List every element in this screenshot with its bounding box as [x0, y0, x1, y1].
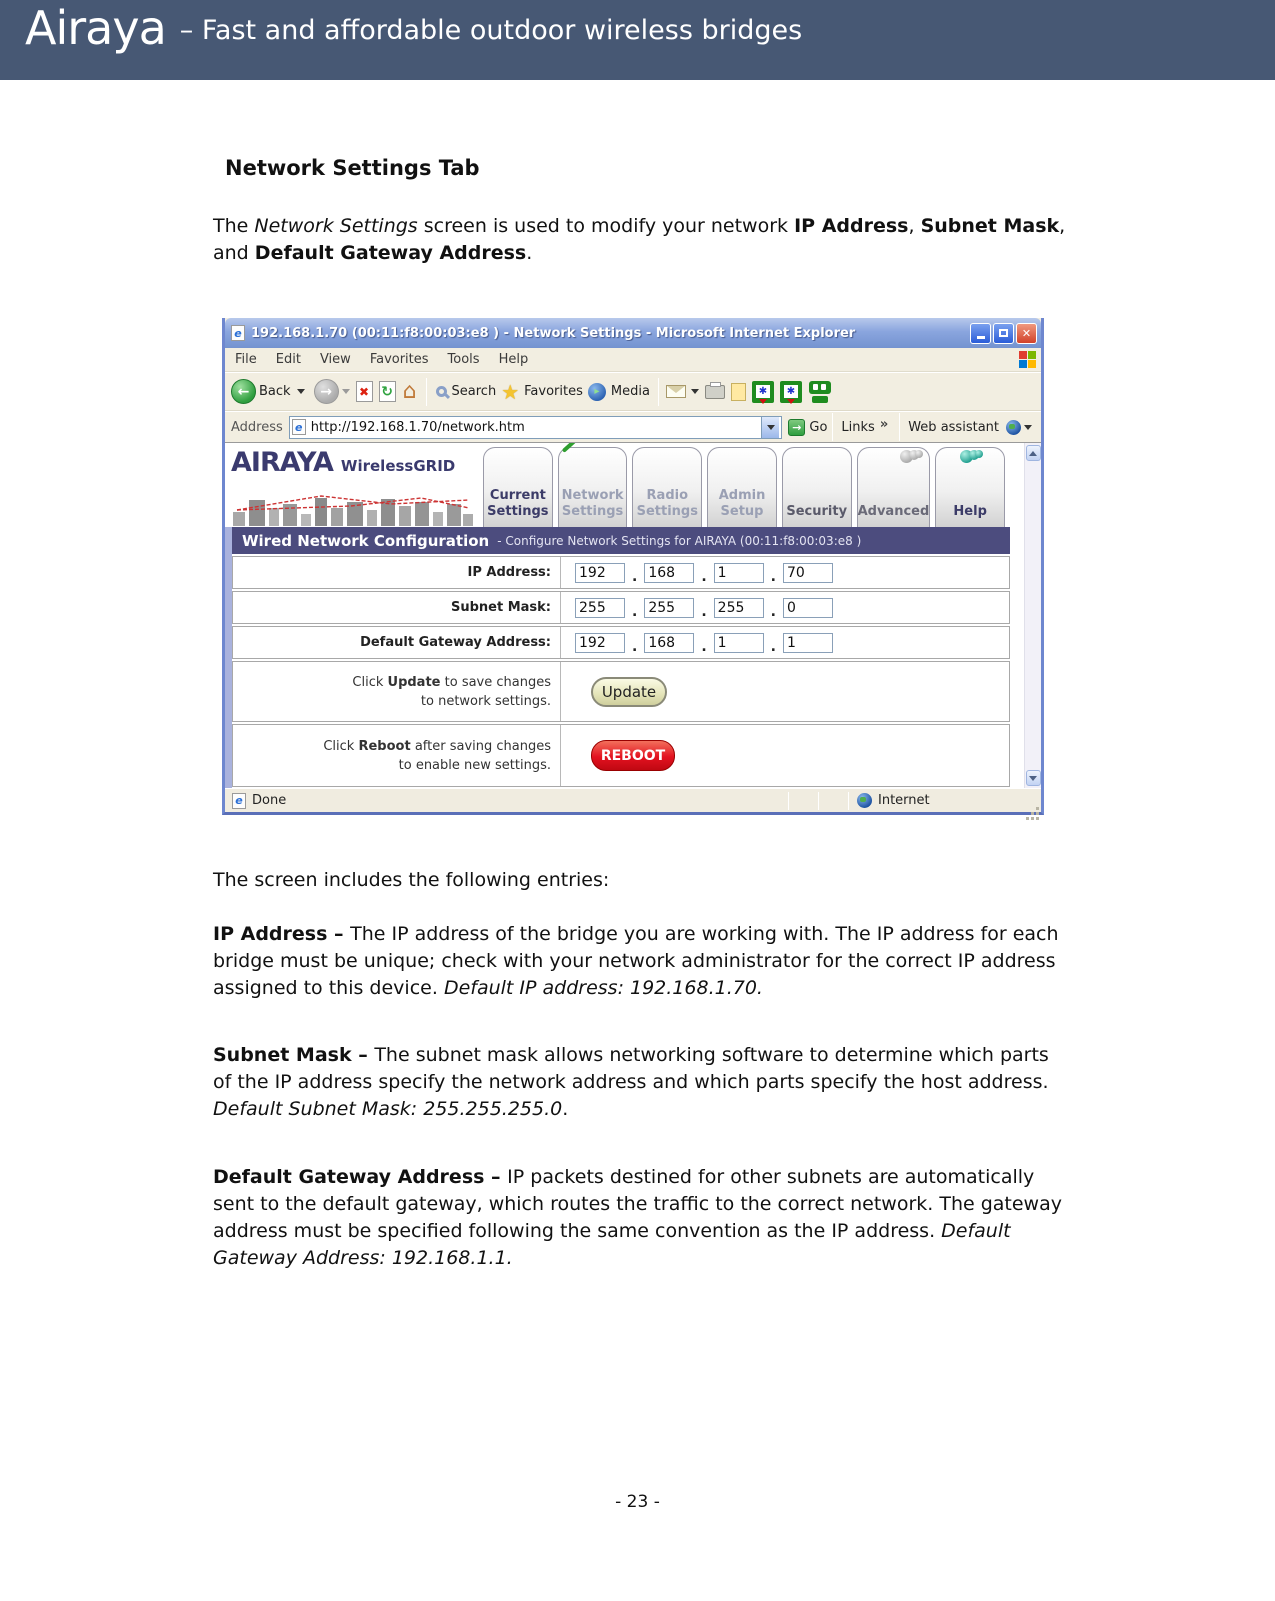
edit-page-icon[interactable]: [731, 383, 746, 401]
update-button[interactable]: Update: [591, 677, 667, 707]
scroll-down-icon[interactable]: [1026, 770, 1041, 786]
windows-flag-icon: [1019, 351, 1037, 369]
tab-label: Settings: [487, 504, 549, 519]
links-label[interactable]: Links: [841, 419, 875, 435]
ip-octet-2[interactable]: [644, 563, 694, 583]
statusbar-pane: [819, 789, 848, 812]
back-dropdown-icon[interactable]: [297, 389, 305, 394]
intro-text: screen is used to modify your network: [417, 215, 795, 237]
media-icon[interactable]: ▸: [588, 383, 606, 401]
tab-label: Admin: [718, 488, 766, 503]
addressbar-separator: [832, 413, 833, 441]
maximize-icon: [999, 329, 1008, 337]
brand-tagline: – Fast and affordable outdoor wireless bridges: [179, 15, 803, 46]
internet-globe-icon: [857, 793, 872, 808]
brand-name: Airaya: [25, 1, 166, 55]
entry-default-gateway: [213, 1164, 1069, 1272]
toolbar-separator: [658, 378, 659, 406]
subnet-octet-2[interactable]: [644, 598, 694, 618]
done-page-icon: e: [232, 793, 246, 809]
logo-subtext: WirelessGRID: [340, 457, 456, 475]
tab-network-settings[interactable]: [558, 447, 628, 527]
entry-ip-address: [213, 921, 1069, 1002]
intro-paragraph: [213, 213, 1069, 267]
gateway-label: Default Gateway Address:: [360, 635, 551, 650]
links-chevron-icon[interactable]: »: [879, 416, 889, 432]
spheres-teal-icon: [964, 450, 983, 463]
stop-icon[interactable]: ✖: [356, 381, 373, 402]
entry-body: IP packets destined for other subnets are automatically sent to the default gateway, which routes the traffic to the correct network. The gateway address must be specified following the same convention as the IP address.: [213, 1166, 1062, 1242]
entry-term: Subnet Mask –: [213, 1044, 375, 1066]
settings-form: [232, 556, 1010, 788]
plugin-asterisk-icon[interactable]: ✱: [752, 381, 774, 403]
mail-dropdown-icon[interactable]: [691, 389, 699, 394]
refresh-icon[interactable]: ↻: [379, 381, 396, 402]
octet-dot: .: [770, 638, 776, 655]
tab-label: Help: [953, 504, 987, 519]
skyline-image: [231, 490, 475, 526]
toolbar-separator: [426, 378, 427, 406]
forward-icon[interactable]: →: [314, 379, 339, 404]
airaya-logo: [231, 447, 481, 526]
entry-note: Default Subnet Mask: 255.255.255.0: [213, 1098, 563, 1120]
search-label[interactable]: Search: [451, 384, 497, 399]
octet-dot: .: [770, 568, 776, 585]
spheres-gray-icon: [904, 450, 923, 463]
logo-text: AIRAYA: [231, 447, 333, 478]
page-number: - 23 -: [615, 1492, 660, 1512]
reboot-row: [232, 724, 1010, 787]
entries-intro: The screen includes the following entries:: [213, 869, 610, 891]
entry-after-note: .: [562, 1098, 569, 1120]
pen-icon: [561, 442, 576, 453]
tab-label: Settings: [636, 504, 698, 519]
entry-term: IP Address –: [213, 923, 351, 945]
address-dropdown-button[interactable]: [761, 417, 779, 438]
ip-octet-4[interactable]: [783, 563, 833, 583]
page-header-banner: [0, 0, 1275, 80]
back-label[interactable]: Back: [259, 384, 291, 399]
octet-dot: .: [770, 603, 776, 620]
entry-term: Default Gateway Address –: [213, 1166, 508, 1188]
gateway-octet-3[interactable]: [714, 633, 764, 653]
section-title-bar: [232, 527, 1010, 554]
reboot-caption-line2: to enable new settings.: [398, 757, 551, 773]
subnet-octet-4[interactable]: [783, 598, 833, 618]
gateway-octet-1[interactable]: [575, 633, 625, 653]
menu-favorites[interactable]: Favorites: [369, 352, 429, 367]
page-icon: e: [292, 419, 306, 435]
tab-current-settings[interactable]: [483, 447, 553, 527]
messenger-icon[interactable]: [808, 381, 832, 403]
nav-tabs: [483, 445, 1005, 527]
media-label[interactable]: Media: [610, 384, 650, 399]
reboot-caption: Click Reboot after saving changes: [323, 738, 551, 754]
subnet-mask-label: Subnet Mask:: [450, 600, 551, 615]
address-label: Address: [231, 419, 283, 435]
ip-address-row: [232, 556, 1010, 589]
intro-text: ,: [908, 215, 921, 237]
status-bar: [225, 788, 1041, 812]
intro-text: The: [213, 215, 255, 237]
entry-note: Default Gateway Address: 192.168.1.1.: [213, 1220, 1011, 1269]
menu-tools[interactable]: Tools: [447, 352, 480, 367]
go-arrow-icon: →: [788, 419, 805, 436]
window-title: 192.168.1.70 (00:11:f8:00:03:e8 ) - Network Settings - Microsoft Internet Explorer: [251, 325, 856, 341]
intro-text: , and: [213, 215, 1066, 264]
resize-grip[interactable]: [1027, 789, 1041, 812]
octet-dot: .: [632, 638, 638, 655]
mail-icon[interactable]: [666, 385, 686, 398]
intro-italic: Network Settings: [254, 215, 418, 237]
statusbar-pane: [789, 789, 818, 812]
back-icon[interactable]: ←: [231, 379, 256, 404]
titlebar[interactable]: [225, 318, 1041, 348]
octet-dot: .: [701, 603, 707, 620]
scroll-up-icon[interactable]: [1026, 445, 1041, 461]
intro-bold: IP Address: [794, 215, 909, 237]
update-caption: Click Update to save changes: [352, 674, 551, 690]
addressbar-separator: [899, 413, 900, 441]
ip-octet-3[interactable]: [714, 563, 764, 583]
menu-view[interactable]: View: [319, 352, 351, 367]
entry-body: The IP address of the bridge you are working with. The IP address for each bridge must be unique; check with your network administrator for the correct IP address assigned to this device.: [213, 923, 1059, 999]
tab-radio-settings[interactable]: [632, 447, 702, 527]
entry-subnet-mask: [213, 1042, 1069, 1123]
minimize-button[interactable]: [970, 323, 991, 344]
intro-text: .: [526, 242, 533, 264]
entry-body: The subnet mask allows networking software to determine which parts of the IP address specify the network address and which parts specify the host address.: [213, 1044, 1049, 1093]
browser-content: [225, 442, 1041, 788]
gateway-row: [232, 626, 1010, 659]
subnet-octet-3[interactable]: [714, 598, 764, 618]
intro-bold: Default Gateway Address: [254, 242, 527, 264]
subnet-mask-row: [232, 591, 1010, 624]
octet-dot: .: [701, 568, 707, 585]
security-zone-pane: [849, 793, 1027, 808]
ip-address-label: IP Address:: [467, 565, 551, 580]
menu-file[interactable]: File: [235, 352, 257, 367]
octet-dot: .: [632, 568, 638, 585]
close-icon: ✕: [1021, 326, 1032, 340]
tab-label: Current: [489, 488, 546, 503]
zone-label: Internet: [878, 793, 930, 808]
gateway-octet-4[interactable]: [783, 633, 833, 653]
print-icon[interactable]: [705, 385, 725, 399]
chevron-down-icon: [767, 425, 775, 430]
left-accent-strip: [225, 527, 232, 788]
tab-label: Network: [561, 488, 624, 503]
address-bar: [225, 411, 1041, 442]
ip-octet-1[interactable]: [575, 563, 625, 583]
home-icon[interactable]: ⌂: [402, 378, 417, 404]
forward-dropdown-icon: [342, 389, 350, 394]
plugin-asterisk-icon[interactable]: ✱: [780, 381, 802, 403]
menu-edit[interactable]: Edit: [275, 352, 301, 367]
section-title: Wired Network Configuration: [242, 531, 490, 550]
entry-note: Default IP address: 192.168.1.70.: [443, 977, 763, 999]
browser-window: [222, 318, 1044, 815]
tab-help[interactable]: [935, 447, 1005, 527]
web-assistant-label[interactable]: Web assistant: [908, 419, 999, 435]
web-assistant-globe-icon[interactable]: [1006, 420, 1021, 435]
search-icon[interactable]: [436, 386, 447, 397]
url-text[interactable]: http://192.168.1.70/network.htm: [310, 419, 525, 435]
tab-label: Radio: [646, 488, 689, 503]
octet-dot: .: [701, 638, 707, 655]
intro-bold: Subnet Mask: [920, 215, 1060, 237]
tab-advanced[interactable]: [857, 447, 931, 527]
minimize-icon: [977, 336, 985, 339]
address-input[interactable]: [289, 416, 783, 439]
section-heading: Network Settings Tab: [225, 156, 480, 180]
ie-icon: e: [231, 325, 245, 341]
tab-security[interactable]: [782, 447, 852, 527]
vertical-scrollbar[interactable]: [1024, 443, 1041, 788]
update-caption-line2: to network settings.: [420, 693, 551, 709]
tab-label: Settings: [561, 504, 624, 519]
octet-dot: .: [632, 603, 638, 620]
tab-admin-setup[interactable]: [707, 447, 777, 527]
maximize-button[interactable]: [993, 323, 1014, 344]
tab-label: Security: [786, 504, 848, 519]
reboot-button[interactable]: REBOOT: [591, 740, 675, 771]
web-assistant-dropdown-icon[interactable]: [1024, 425, 1032, 430]
section-subtitle: - Configure Network Settings for AIRAYA (00:11:f8:00:03:e8 ): [497, 533, 862, 548]
toolbar: [225, 372, 1041, 411]
tab-label: Advanced: [857, 504, 930, 519]
subnet-octet-1[interactable]: [575, 598, 625, 618]
favorites-label[interactable]: Favorites: [524, 384, 583, 399]
menubar: [225, 348, 1041, 372]
tab-label: Setup: [720, 504, 764, 519]
go-label: Go: [809, 419, 828, 435]
status-done: Done: [252, 793, 287, 808]
go-button[interactable]: [788, 419, 827, 436]
close-button[interactable]: [1016, 323, 1037, 344]
favorites-star-icon[interactable]: ★: [501, 379, 520, 404]
gateway-octet-2[interactable]: [644, 633, 694, 653]
update-row: [232, 661, 1010, 722]
menu-help[interactable]: Help: [498, 352, 529, 367]
